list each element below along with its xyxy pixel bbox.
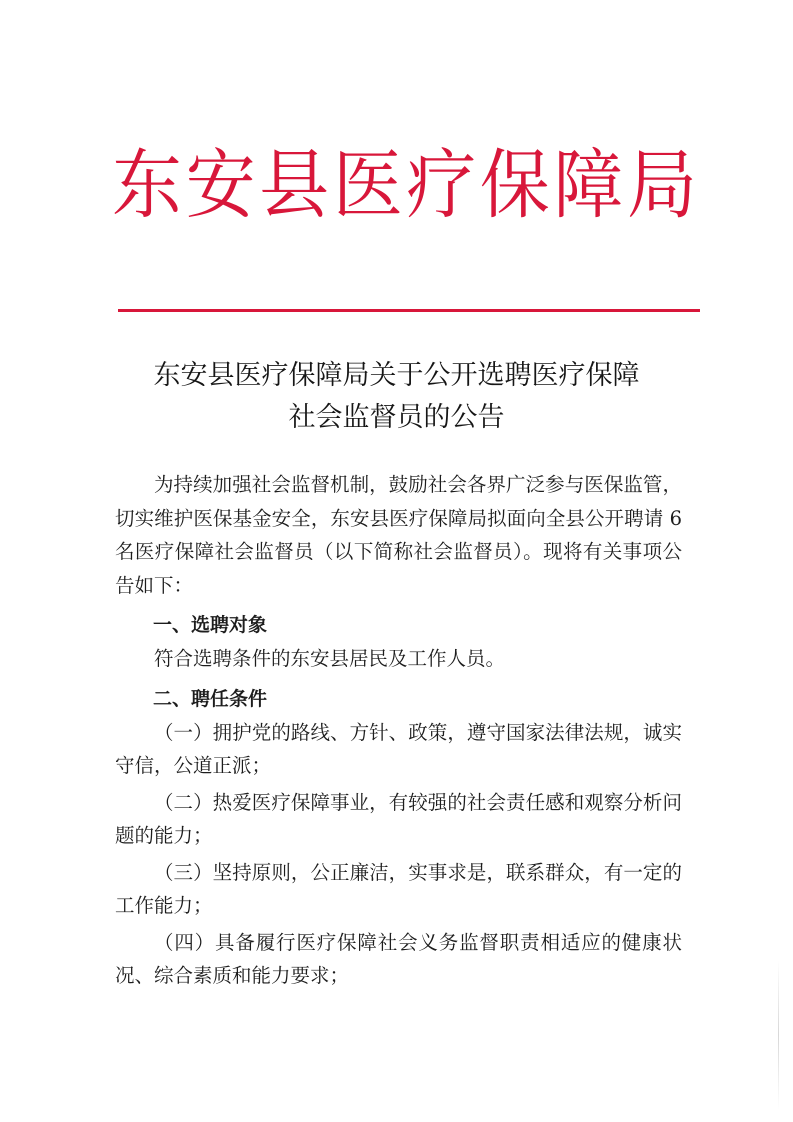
intro-paragraph: 为持续加强社会监督机制，鼓励社会各界广泛参与医保监管，切实维护医保基金安全，东安县医疗保障局拟面向全县公开聘请 6 名医疗保障社会监督员（以下简称社会监督员）。现将有关事项公告如下： [115, 473, 682, 597]
condition-item-2: （二）热爱医疗保障事业，有较强的社会责任感和观察分析问题的能力； [115, 790, 682, 847]
section-heading-2: 二、聘任条件 [153, 687, 268, 710]
masthead-char: 疗 [406, 140, 477, 230]
masthead [112, 135, 697, 235]
title-line-2: 社会监督员的公告 [288, 402, 505, 433]
document-body [115, 468, 682, 993]
masthead-char: 东 [112, 140, 182, 230]
masthead-char: 障 [553, 140, 624, 230]
condition-item-1: （一）拥护党的路线、方针、政策，遵守国家法律法规，诚实守信，公道正派； [115, 720, 682, 777]
masthead-divider [118, 309, 700, 312]
title-line-1: 东安县医疗保障局关于公开选聘医疗保障 [153, 360, 640, 391]
section-heading-1: 一、选聘对象 [153, 614, 268, 636]
section-1-text: 符合选聘条件的东安县居民及工作人员。 [154, 647, 506, 670]
scan-edge-mark [778, 960, 779, 1110]
condition-item-4: （四）具备履行医疗保障社会义务监督职责相适应的健康状况、综合素质和能力要求； [115, 930, 682, 987]
masthead-char: 局 [626, 140, 697, 230]
masthead-char: 保 [479, 140, 550, 230]
document-title [100, 355, 693, 439]
masthead-char: 安 [185, 140, 256, 230]
condition-item-3: （三）坚持原则，公正廉洁，实事求是，联系群众，有一定的工作能力； [115, 860, 682, 917]
masthead-char: 医 [332, 140, 403, 230]
masthead-char: 县 [259, 140, 330, 230]
